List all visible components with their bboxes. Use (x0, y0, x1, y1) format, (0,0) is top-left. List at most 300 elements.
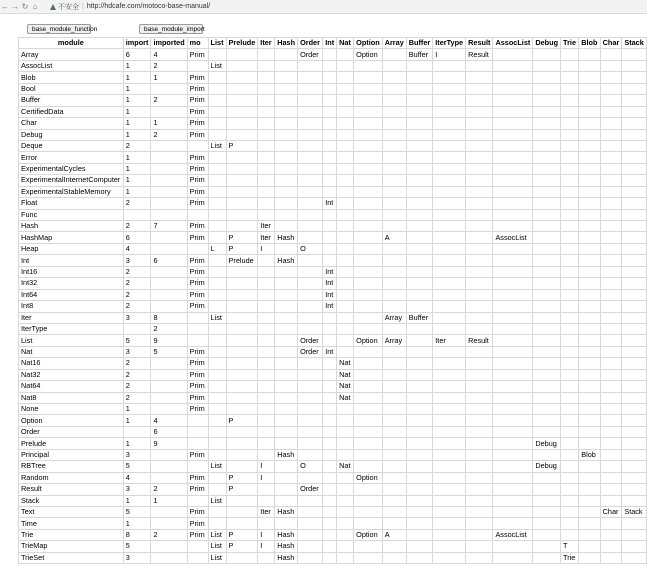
table-cell (337, 49, 354, 60)
table-cell (493, 335, 533, 346)
table-cell: 3 (123, 449, 151, 460)
table-cell: Int (323, 346, 337, 357)
table-cell: 2 (123, 358, 151, 369)
table-cell (226, 335, 258, 346)
table-cell (406, 163, 433, 174)
table-cell: Prim (187, 449, 208, 460)
table-cell (226, 221, 258, 232)
table-cell (208, 118, 226, 129)
table-cell (323, 255, 337, 266)
table-cell: Prim (187, 358, 208, 369)
table-cell: Array (382, 312, 406, 323)
table-cell: Nat (337, 461, 354, 472)
table-cell: List (208, 529, 226, 540)
table-cell (382, 495, 406, 506)
table-cell (533, 221, 561, 232)
table-cell (337, 118, 354, 129)
table-cell: Prim (187, 529, 208, 540)
table-cell (354, 152, 383, 163)
table-cell (226, 198, 258, 209)
table-cell (323, 140, 337, 151)
table-cell: 1 (123, 60, 151, 71)
table-cell (226, 426, 258, 437)
table-cell (226, 186, 258, 197)
table-cell (579, 232, 600, 243)
table-cell: 2 (123, 369, 151, 380)
table-cell (208, 381, 226, 392)
table-cell (433, 106, 466, 117)
table-cell (275, 301, 298, 312)
table-cell (337, 449, 354, 460)
table-cell (354, 358, 383, 369)
table-cell (337, 209, 354, 220)
table-cell: 1 (123, 438, 151, 449)
table-cell (208, 346, 226, 357)
table-cell: Order (298, 49, 323, 60)
table-cell (151, 381, 187, 392)
module-name-cell: IterType (19, 323, 124, 334)
table-cell (187, 426, 208, 437)
table-cell (337, 186, 354, 197)
table-cell (466, 243, 493, 254)
table-row (19, 358, 647, 369)
table-cell (561, 529, 579, 540)
column-header-iter: Iter (258, 38, 275, 49)
table-cell (579, 175, 600, 186)
table-cell (600, 301, 622, 312)
table-cell (382, 186, 406, 197)
table-cell (382, 438, 406, 449)
table-cell: Trie (561, 552, 579, 563)
table-row (19, 175, 647, 186)
table-cell: Char (600, 506, 622, 517)
table-cell (561, 232, 579, 243)
table-cell: List (208, 495, 226, 506)
table-cell (406, 278, 433, 289)
table-cell (354, 484, 383, 495)
table-cell (354, 186, 383, 197)
table-cell (323, 335, 337, 346)
table-row (19, 278, 647, 289)
table-cell (258, 289, 275, 300)
table-cell (533, 541, 561, 552)
module-name-cell: Float (19, 198, 124, 209)
table-cell (323, 72, 337, 83)
table-cell (533, 518, 561, 529)
table-cell (323, 392, 337, 403)
table-cell: 1 (123, 83, 151, 94)
table-cell (354, 449, 383, 460)
table-cell: Order (298, 335, 323, 346)
table-cell (533, 301, 561, 312)
table-cell (561, 152, 579, 163)
reload-icon[interactable]: ↻ (21, 2, 29, 11)
table-cell (406, 335, 433, 346)
table-cell (275, 335, 298, 346)
table-cell (579, 335, 600, 346)
table-cell (151, 106, 187, 117)
table-cell (382, 106, 406, 117)
table-cell: 6 (151, 255, 187, 266)
table-cell (337, 152, 354, 163)
table-cell (533, 392, 561, 403)
table-body (19, 49, 647, 564)
table-cell: 1 (151, 495, 187, 506)
table-cell (208, 415, 226, 426)
table-cell (354, 255, 383, 266)
column-header-assoclist: AssocList (493, 38, 533, 49)
table-cell (226, 129, 258, 140)
table-cell (433, 72, 466, 83)
table-cell (337, 83, 354, 94)
table-cell (275, 72, 298, 83)
table-cell (561, 381, 579, 392)
column-header-blob: Blob (579, 38, 600, 49)
table-cell: P (226, 484, 258, 495)
table-cell (275, 278, 298, 289)
table-cell: Debug (533, 438, 561, 449)
table-cell (406, 506, 433, 517)
table-cell (382, 323, 406, 334)
table-cell (466, 163, 493, 174)
table-cell: Int (323, 198, 337, 209)
table-cell (533, 49, 561, 60)
table-cell: Prim (187, 381, 208, 392)
table-cell: Prim (187, 83, 208, 94)
table-cell (433, 381, 466, 392)
module-name-cell: List (19, 335, 124, 346)
table-cell (533, 163, 561, 174)
table-cell (354, 438, 383, 449)
table-cell (533, 140, 561, 151)
table-cell (561, 278, 579, 289)
table-cell (622, 529, 647, 540)
table-cell (406, 106, 433, 117)
table-cell (533, 404, 561, 415)
table-cell (258, 415, 275, 426)
table-cell (406, 175, 433, 186)
table-cell (406, 518, 433, 529)
table-cell (354, 209, 383, 220)
base-module-function-button[interactable]: base_module_function (27, 24, 91, 34)
table-cell (208, 266, 226, 277)
table-cell (466, 552, 493, 563)
table-cell (382, 129, 406, 140)
table-cell (208, 369, 226, 380)
table-cell (433, 118, 466, 129)
table-cell (323, 369, 337, 380)
table-cell (433, 369, 466, 380)
table-cell (406, 404, 433, 415)
table-cell (433, 140, 466, 151)
table-cell (579, 186, 600, 197)
table-cell (323, 472, 337, 483)
table-cell (298, 163, 323, 174)
table-cell (354, 552, 383, 563)
table-cell (466, 438, 493, 449)
table-cell (208, 301, 226, 312)
table-cell (561, 209, 579, 220)
table-cell: A (382, 232, 406, 243)
table-cell (466, 449, 493, 460)
table-row (19, 186, 647, 197)
table-cell: Prim (187, 472, 208, 483)
table-cell (258, 438, 275, 449)
table-cell (187, 461, 208, 472)
table-cell (600, 518, 622, 529)
table-cell (226, 312, 258, 323)
table-cell (493, 381, 533, 392)
table-cell (354, 83, 383, 94)
module-name-cell: TrieMap (19, 541, 124, 552)
table-cell: Buffer (406, 312, 433, 323)
table-cell (354, 60, 383, 71)
table-cell: 5 (123, 335, 151, 346)
table-cell: Hash (275, 541, 298, 552)
table-cell (354, 323, 383, 334)
table-cell (151, 278, 187, 289)
column-header-list: List (208, 38, 226, 49)
table-cell (579, 72, 600, 83)
table-cell: 7 (151, 221, 187, 232)
table-cell (337, 163, 354, 174)
table-cell (298, 209, 323, 220)
table-cell (226, 346, 258, 357)
table-cell: 4 (151, 415, 187, 426)
table-cell (622, 255, 647, 266)
table-cell (258, 278, 275, 289)
table-cell (337, 72, 354, 83)
table-cell (433, 129, 466, 140)
table-cell (579, 323, 600, 334)
table-cell (433, 152, 466, 163)
table-cell: 1 (151, 118, 187, 129)
table-cell: Hash (275, 529, 298, 540)
module-name-cell: Trie (19, 529, 124, 540)
table-cell (600, 369, 622, 380)
table-cell (561, 198, 579, 209)
table-cell (406, 472, 433, 483)
table-cell (493, 198, 533, 209)
table-cell (354, 506, 383, 517)
table-cell (187, 415, 208, 426)
table-cell (622, 106, 647, 117)
table-cell (275, 209, 298, 220)
table-cell (226, 506, 258, 517)
table-cell (466, 518, 493, 529)
table-cell (466, 369, 493, 380)
table-cell (382, 152, 406, 163)
table-cell (600, 175, 622, 186)
table-cell (533, 186, 561, 197)
table-cell (433, 266, 466, 277)
table-cell (275, 289, 298, 300)
table-cell (275, 426, 298, 437)
table-cell (600, 129, 622, 140)
table-cell (323, 152, 337, 163)
table-cell (208, 83, 226, 94)
table-cell: 5 (123, 506, 151, 517)
table-cell (493, 221, 533, 232)
table-cell (151, 175, 187, 186)
table-cell (208, 472, 226, 483)
table-cell (382, 369, 406, 380)
base-module-import-button[interactable]: base_module_import (139, 24, 203, 34)
table-cell (579, 541, 600, 552)
module-name-cell: Char (19, 118, 124, 129)
table-cell: 3 (123, 552, 151, 563)
table-cell: 2 (151, 529, 187, 540)
table-cell (275, 186, 298, 197)
table-row (19, 449, 647, 460)
table-cell (600, 266, 622, 277)
table-cell (298, 312, 323, 323)
table-row (19, 472, 647, 483)
table-cell (466, 426, 493, 437)
table-cell (600, 346, 622, 357)
table-cell (354, 392, 383, 403)
table-cell (493, 506, 533, 517)
table-cell: 1 (123, 95, 151, 106)
table-cell (579, 129, 600, 140)
table-cell (258, 106, 275, 117)
module-name-cell: Stack (19, 495, 124, 506)
table-cell (466, 266, 493, 277)
table-cell: Prim (187, 49, 208, 60)
table-cell (298, 541, 323, 552)
table-cell (561, 369, 579, 380)
table-cell: 1 (123, 118, 151, 129)
table-cell (275, 438, 298, 449)
table-cell (433, 506, 466, 517)
table-cell (337, 495, 354, 506)
table-cell (561, 72, 579, 83)
table-cell (406, 129, 433, 140)
table-cell (579, 426, 600, 437)
table-cell (579, 484, 600, 495)
table-cell: List (208, 541, 226, 552)
table-cell: Prim (187, 95, 208, 106)
table-cell: 3 (123, 484, 151, 495)
table-cell (354, 369, 383, 380)
table-cell (561, 449, 579, 460)
table-cell: Prim (187, 129, 208, 140)
table-cell (600, 60, 622, 71)
table-cell (382, 72, 406, 83)
table-row (19, 335, 647, 346)
table-cell: 9 (151, 335, 187, 346)
table-cell (600, 243, 622, 254)
table-cell (493, 312, 533, 323)
table-cell (258, 518, 275, 529)
table-cell (579, 289, 600, 300)
table-cell: Iter (433, 335, 466, 346)
table-cell (226, 266, 258, 277)
table-cell: 2 (123, 392, 151, 403)
table-cell: Prim (187, 72, 208, 83)
column-header-result: Result (466, 38, 493, 49)
table-row (19, 495, 647, 506)
table-cell (323, 518, 337, 529)
table-cell (275, 323, 298, 334)
table-cell (561, 495, 579, 506)
table-cell (579, 198, 600, 209)
forward-icon[interactable]: → (11, 2, 19, 11)
table-cell (579, 392, 600, 403)
table-cell (622, 49, 647, 60)
table-cell: 2 (151, 60, 187, 71)
table-cell (466, 323, 493, 334)
table-cell (622, 289, 647, 300)
table-cell (493, 518, 533, 529)
table-cell: Prim (187, 484, 208, 495)
table-cell: Iter (258, 232, 275, 243)
table-cell (382, 301, 406, 312)
table-cell (622, 209, 647, 220)
back-icon[interactable]: ← (1, 2, 9, 11)
table-cell (151, 198, 187, 209)
table-cell (466, 529, 493, 540)
table-cell (337, 312, 354, 323)
table-cell (493, 266, 533, 277)
table-cell (466, 495, 493, 506)
table-cell: Result (466, 49, 493, 60)
table-cell (208, 518, 226, 529)
table-cell (433, 175, 466, 186)
table-cell (533, 369, 561, 380)
table-cell: 9 (151, 438, 187, 449)
security-indicator[interactable] (50, 2, 79, 12)
table-cell (382, 118, 406, 129)
table-cell (406, 255, 433, 266)
table-cell: O (298, 461, 323, 472)
table-cell (600, 404, 622, 415)
table-row (19, 209, 647, 220)
table-cell (354, 278, 383, 289)
table-cell (151, 289, 187, 300)
table-cell (622, 472, 647, 483)
table-cell (208, 95, 226, 106)
table-cell: Iter (258, 221, 275, 232)
table-cell (298, 529, 323, 540)
table-cell: 6 (151, 426, 187, 437)
home-icon[interactable]: ⌂ (32, 2, 38, 11)
table-cell (533, 335, 561, 346)
address-bar[interactable]: http://hdcafe.com/motoco-base-manual/ (86, 3, 211, 10)
table-cell (533, 266, 561, 277)
table-cell (258, 118, 275, 129)
table-cell (406, 221, 433, 232)
table-cell: I (258, 461, 275, 472)
table-cell (298, 426, 323, 437)
table-cell (600, 106, 622, 117)
table-cell: 3 (123, 312, 151, 323)
table-cell (533, 152, 561, 163)
table-cell (533, 289, 561, 300)
table-cell (258, 335, 275, 346)
table-cell: Prim (187, 255, 208, 266)
table-cell: List (208, 552, 226, 563)
table-cell (208, 335, 226, 346)
module-name-cell: Int8 (19, 301, 124, 312)
table-cell (600, 472, 622, 483)
table-row (19, 140, 647, 151)
table-cell (622, 438, 647, 449)
table-cell (323, 415, 337, 426)
table-cell: Int (323, 266, 337, 277)
table-cell (323, 95, 337, 106)
table-cell (258, 175, 275, 186)
